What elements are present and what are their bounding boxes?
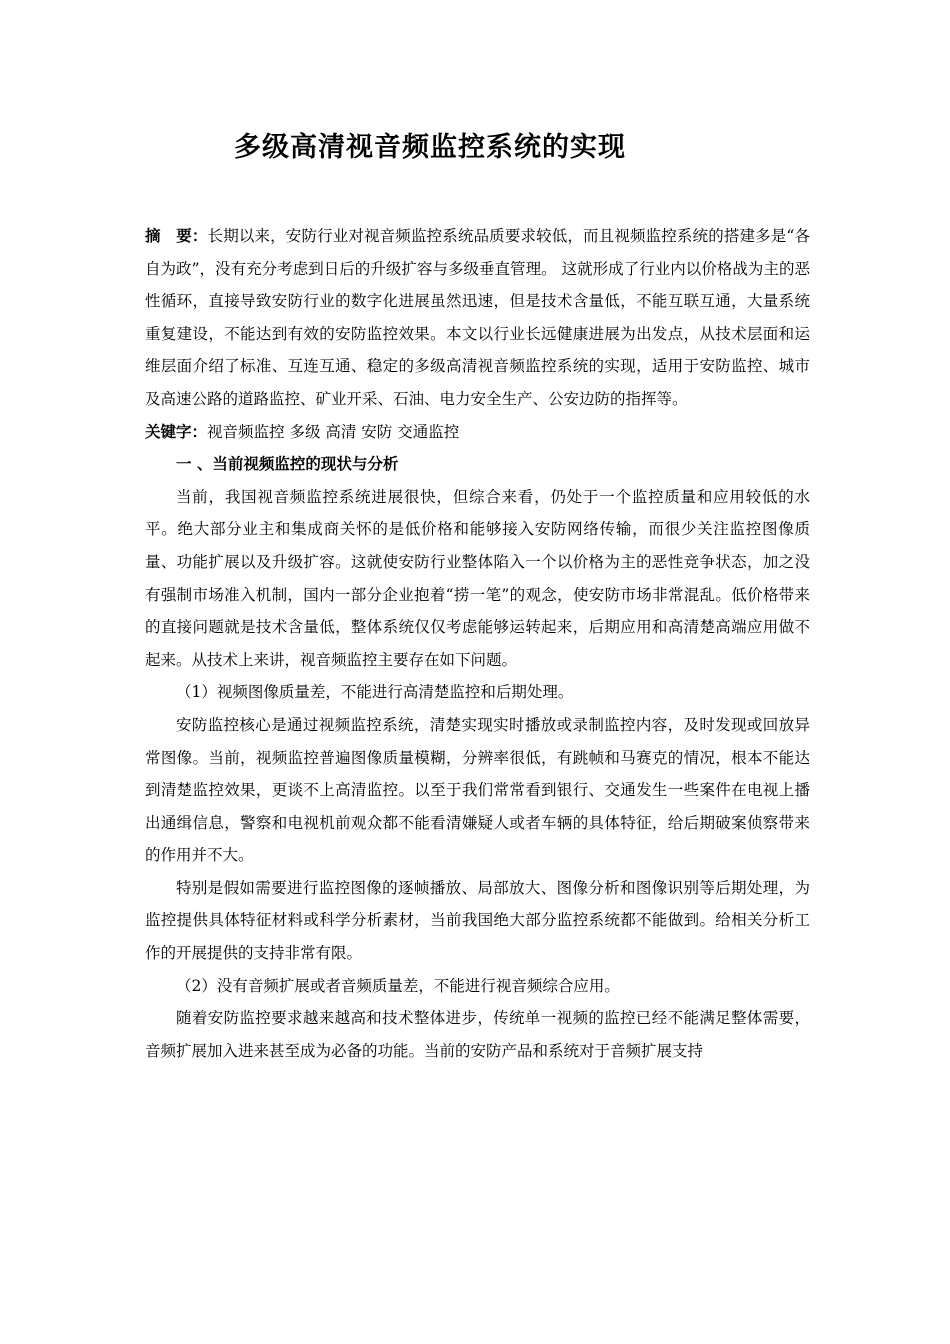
abstract-text: 长期以来，安防行业对视音频监控系统品质要求较低，而且视频监控系统的搭建多是“各自为政”，没有充分考虑到日后的升级扩容与多级垂直管理。 这就形成了行业内以价格战为主的恶性循环，直接导致安防行业的数字化进展虽然迅速，但是技术含量低，不能互联互通，大量系统重复建设，不能达到有效的安防监控效果。本文以行业长远健康进展为出发点，从技术层面和运维层面介绍了标准、互连互通、稳定的多级高清视音频监控系统的实现，适用于安防监控、城市及高速公路的道路监控、矿业开采、石油、电力安全生产、公安边防的指挥等。	[145, 227, 810, 408]
keywords-text: 视音频监控 多级 高清 安防 交通监控	[207, 422, 460, 441]
body-paragraph-1: 当前，我国视音频监控系统进展很快，但综合来看，仍处于一个监控质量和应用较低的水平。绝大部分业主和集成商关怀的是低价格和能够接入安防网络传输，而很少关注监控图像质量、功能扩展以及升级扩容。这就使安防行业整体陷入一个以价格为主的恶性竞争状态，加之没有强制市场准入机制，国内一部分企业抱着“捞一笔”的观念，使安防市场非常混乱。低价格带来的直接问题就是技术含量低，整体系统仅仅考虑能够运转起来，后期应用和高清楚高端应用做不起来。从技术上来讲，视音频监控主要存在如下问题。	[145, 487, 810, 669]
document-body	[145, 220, 810, 1067]
abstract-paragraph	[145, 220, 810, 416]
body-paragraph-4: 随着安防监控要求越来越高和技术整体进步，传统单一视频的监控已经不能满足整体需要，音频扩展加入进来甚至成为必备的功能。当前的安防产品和系统对于音频扩展支持	[145, 1009, 810, 1060]
abstract-label: 摘 要：	[145, 226, 208, 245]
document-title: 多级高清视音频监控系统的实现	[234, 132, 626, 163]
list-item-1: （1）视频图像质量差，不能进行高清楚监控和后期处理。	[176, 683, 574, 702]
section-heading: 一 、当前视频监控的现状与分析	[176, 454, 399, 474]
keywords-paragraph	[145, 416, 810, 449]
keywords-label: 关键字：	[145, 421, 208, 441]
body-paragraph-3: 特别是假如需要进行监控图像的逐帧播放、局部放大、图像分析和图像识别等后期处理，为监控提供具体特征材料或科学分析素材，当前我国绝大部分监控系统都不能做到。给相关分析工作的开展提供的支持非常有限。	[145, 878, 810, 963]
list-item-2: （2）没有音频扩展或者音频质量差，不能进行视音频综合应用。	[176, 976, 620, 995]
body-paragraph-2: 安防监控核心是通过视频监控系统，清楚实现实时播放或录制监控内容，及时发现或回放异常图像。当前，视频监控普遍图像质量模糊，分辨率很低，有跳帧和马赛克的情况，根本不能达到清楚监控效果，更谈不上高清监控。以至于我们常常看到银行、交通发生一些案件在电视上播出通缉信息，警察和电视机前观众都不能看清嫌疑人或者车辆的具体特征，给后期破案侦察带来的作用并不大。	[145, 715, 810, 865]
